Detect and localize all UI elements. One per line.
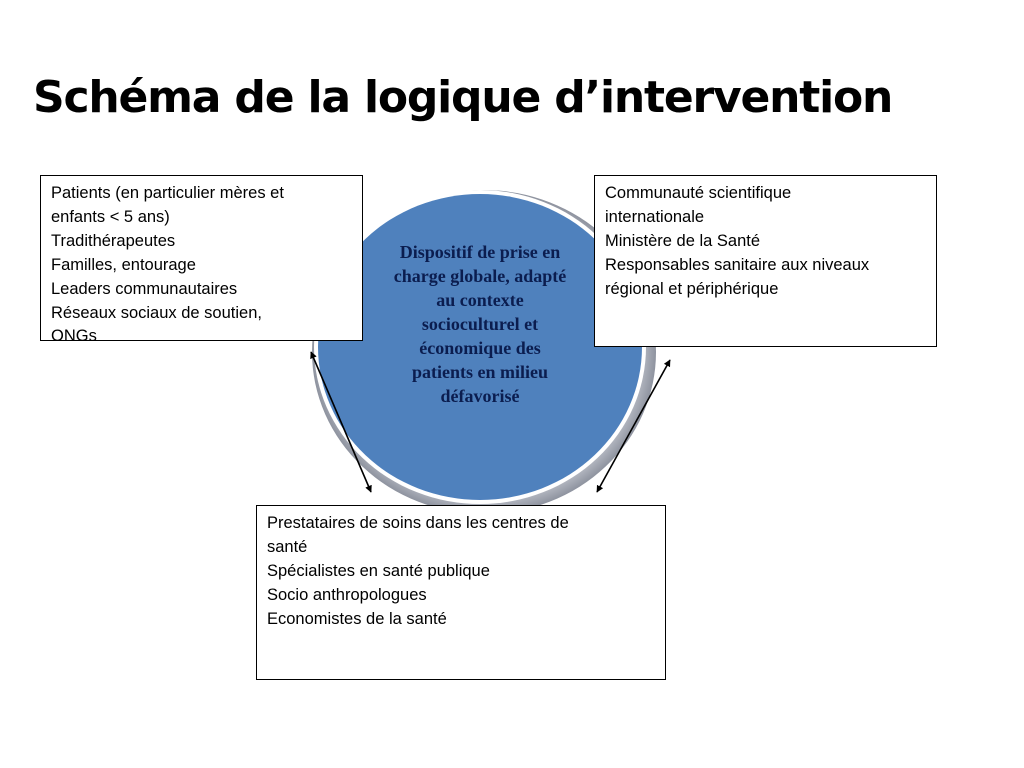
stakeholders-box-left [40, 175, 363, 345]
box-bottom-line: Economistes de la santé [267, 610, 447, 628]
center-label-line: au contexte [436, 290, 524, 310]
box-left-line: ONGs [51, 327, 97, 345]
box-left-line: Réseaux sociaux de soutien, [51, 304, 262, 322]
box-left-line: enfants < 5 ans) [51, 208, 170, 226]
stakeholders-box-right [594, 175, 937, 347]
box-right-line: Communauté scientifique [605, 184, 792, 202]
box-bottom-line: santé [267, 538, 308, 556]
center-label-line: économique des [419, 338, 541, 358]
box-bottom-line: Spécialistes en santé publique [267, 562, 490, 580]
center-label-line: Dispositif de prise en [399, 242, 561, 262]
slide-title: Schéma de la logique d’intervention [33, 72, 893, 123]
box-left-line: Leaders communautaires [51, 280, 238, 298]
box-left-line: Patients (en particulier mères et [51, 184, 284, 202]
center-label-line: charge globale, adapté [393, 266, 567, 286]
box-left-line: Tradithérapeutes [51, 232, 176, 250]
box-right-line: régional et périphérique [605, 280, 779, 298]
box-left-line: Familles, entourage [51, 256, 196, 274]
box-right-line: Ministère de la Santé [605, 232, 761, 250]
center-label [366, 240, 594, 408]
box-right-line: internationale [605, 208, 705, 226]
center-label-line: patients en milieu [411, 362, 548, 382]
box-bottom-line: Prestataires de soins dans les centres de [267, 514, 569, 532]
stakeholders-box-bottom [256, 505, 666, 680]
box-bottom-line: Socio anthropologues [267, 586, 427, 604]
center-label-line: défavorisé [440, 386, 520, 406]
center-label-line: socioculturel et [421, 314, 539, 334]
box-right-line: Responsables sanitaire aux niveaux [605, 256, 870, 274]
